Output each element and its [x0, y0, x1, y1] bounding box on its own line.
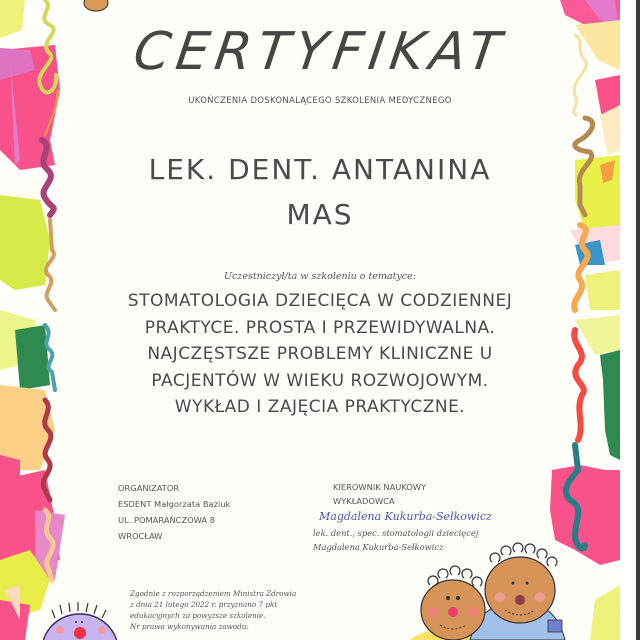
organizer-city: WROCŁAW	[118, 531, 163, 541]
lecturer-block	[313, 480, 492, 554]
recipient-name-line-1: LEK. DENT. ANTANINA	[148, 153, 492, 186]
topic-line: NAJCZĘSTSZE PROBLEMY KLINICZNE U	[147, 344, 493, 364]
topic-line: STOMATOLOGIA DZIECIĘCA W CODZIENNEJ	[127, 291, 513, 311]
organizer-heading: ORGANIZATOR	[118, 483, 180, 493]
children-illustration	[410, 543, 565, 640]
participation-intro: Uczestniczył/ta w szkoleniu o tematyce:	[224, 271, 416, 282]
cme-points-note	[130, 588, 296, 632]
topic-line: WYKŁAD I ZAJĘCIA PRAKTYCZNE.	[174, 397, 466, 417]
purple-character-illustration	[42, 602, 118, 640]
right-border-ribbons	[566, 35, 593, 548]
organizer-street: UL. POMARAŃCZOWA 8	[118, 515, 215, 525]
left-border-ribbons	[39, 0, 58, 580]
lecturer-signature: Magdalena Kukurba-Sełkowicz	[319, 510, 492, 523]
note-line: z dnia 21 lutego 2022 r. przyznano 7 pkt	[130, 600, 278, 609]
note-line: Zgodnie z rozporządzeniem Ministra Zdrowia	[130, 589, 297, 598]
course-topic	[80, 288, 560, 421]
organizer-name: ESDENT Małgorzata Baziuk	[118, 499, 231, 509]
lecturer-name: Magdalena Kukurba-Sełkowicz	[313, 542, 444, 552]
lecturer-heading-scientific: KIEROWNIK NAUKOWY	[333, 482, 427, 492]
topic-line: PRAKTYCE. PROSTA I PRZEWIDYWALNA.	[144, 317, 496, 338]
note-line: Nr prawa wykonywania zawodu:	[130, 622, 249, 631]
topic-line: PACJENTÓW W WIEKU ROZWOJOWYM.	[151, 370, 489, 391]
lecturer-heading-lecturer: WYKŁADOWCA	[333, 496, 395, 506]
certificate-subtitle: UKOŃCZENIA DOSKONALĄCEGO SZKOLENIA MEDYCZNEGO	[188, 96, 452, 106]
note-line: edukacyjnych za powyższe szkolenie.	[130, 611, 266, 620]
certificate-title: CERTYFIKAT	[129, 22, 511, 82]
organizer-block	[118, 480, 230, 544]
lecturer-title: lek. dent., spec. stomatologii dziecięcej	[313, 528, 479, 538]
recipient-name-line-2: MAS	[286, 198, 354, 231]
